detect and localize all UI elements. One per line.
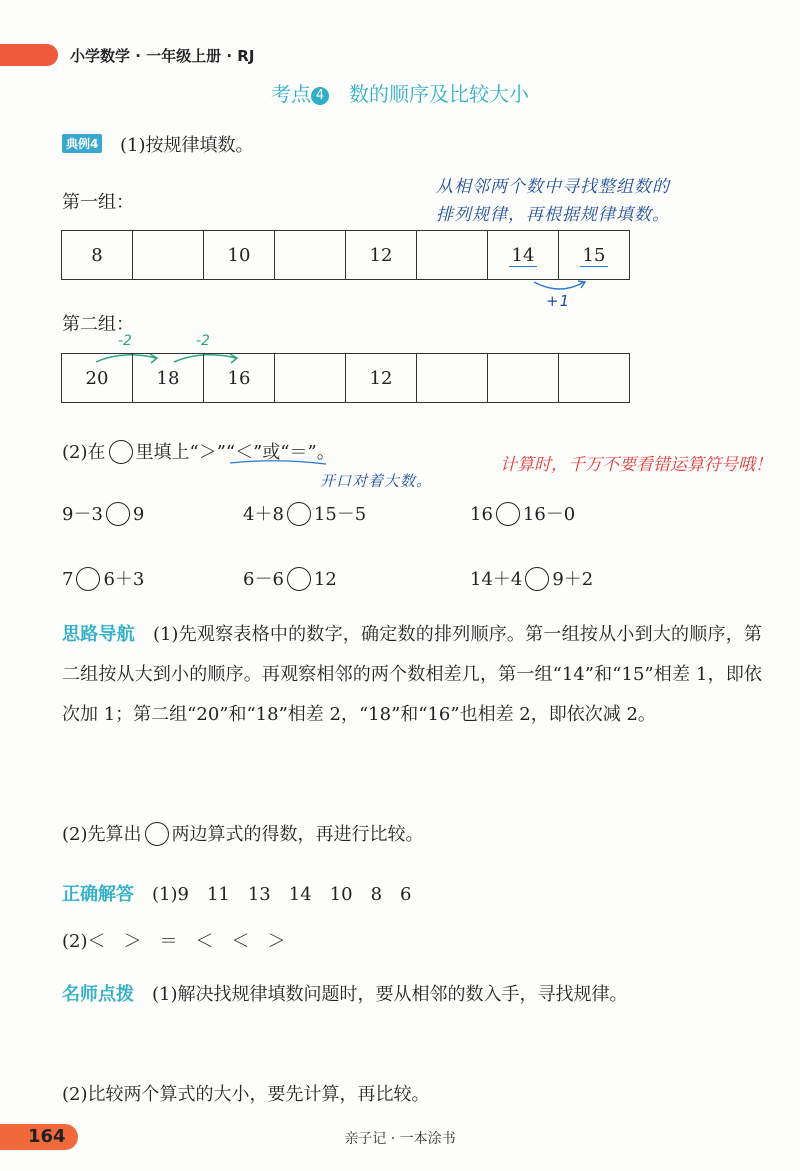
header-accent-strip [0,44,58,66]
group-1-table [61,230,630,280]
group-2-cell: 12 [346,354,417,403]
group-2-cell[interactable] [417,354,488,403]
example-tag: 典例4 [62,134,102,153]
group-1-cell: 12 [346,231,417,280]
answer-paragraph [62,875,762,915]
answer-circle[interactable] [106,502,130,526]
group-1-cell [488,231,559,280]
comparison-left: 6－6 [243,569,284,590]
tips-heading: 名师点拨 [62,984,134,1005]
comparison-left: 16 [470,504,493,525]
question-1: (1)按规律填数。 [120,135,254,156]
answer-circle[interactable] [76,567,100,591]
group-1-cell: 10 [204,231,275,280]
handwritten-note-1: 从相邻两个数中寻找整组数的 [436,177,670,197]
guide-heading: 思路导航 [62,624,135,645]
group-1-cell[interactable] [275,231,346,280]
group-2-cell[interactable] [488,354,559,403]
handwritten-note-3: 开口对着大数。 [320,472,433,490]
circle-icon [145,822,169,846]
section-number-badge: 4 [311,87,329,105]
answer-circle[interactable] [287,567,311,591]
handwritten-note-2: 排列规律，再根据规律填数。 [436,205,670,225]
tips-text-1: (1)解决找规律填数问题时，要从相邻的数入手，寻找规律。 [152,984,628,1005]
page-number: 164 [0,1124,78,1150]
group-2-cell: 18 [133,354,204,403]
group-1-cell[interactable] [417,231,488,280]
comparison-right: 6＋3 [103,569,145,590]
group-1-cell: 8 [62,231,133,280]
guide-paragraph [62,615,762,735]
comparison-right: 12 [313,569,337,590]
group-2-cell: 20 [62,354,133,403]
section-title [0,78,800,107]
underlined-number: 15 [580,245,609,267]
circle-icon [109,440,133,464]
answer-heading: 正确解答 [62,884,134,905]
comparison-right: 9＋2 [552,569,594,590]
book-title: 小学数学 · 一年级上册 · RJ [70,47,255,65]
group-2-cell[interactable] [559,354,630,403]
comparison-left: 9－3 [62,504,103,525]
answer-circle[interactable] [525,567,549,591]
group-2-table [61,353,630,403]
handwritten-red-note: 计算时，千万不要看错运算符号哦！ [500,455,772,475]
group-1-cell[interactable] [133,231,204,280]
guide-text-2-suffix: 两边算式的得数，再进行比较。 [171,824,424,845]
comparison-left: 14＋4 [470,569,523,590]
comparison-right: 15－5 [313,504,367,525]
comparison-item [470,565,593,591]
group-1-label: 第一组： [62,192,134,213]
comparison-item [470,500,575,526]
minus-two-note-a: -2 [118,333,132,349]
answer-line-1: (1)9 11 13 14 10 8 6 [152,884,412,905]
question-2-prefix: (2)在 [62,442,106,463]
answer-circle[interactable] [496,502,520,526]
minus-two-note-b: -2 [196,333,210,349]
section-title-text: 数的顺序及比较大小 [349,82,529,106]
comparison-left: 7 [62,569,74,590]
comparison-item [62,565,144,591]
guide-paragraph-2 [62,815,762,855]
comparison-item [243,565,337,591]
answer-line-2: (2)＜ ＞ ＝ ＜ ＜ ＞ [62,931,286,952]
handwritten-underline [228,458,328,468]
footer-brand: 亲子记 · 一本涂书 [344,1131,456,1147]
group-2-label: 第二组： [62,314,134,335]
plus-one-note: +1 [546,292,571,310]
tips-paragraph [62,975,762,1015]
question-2-suffix: 里填上“＞”“＜”或“＝”。 [135,442,335,463]
comparison-right: 16－0 [522,504,576,525]
guide-text: (1)先观察表格中的数字，确定数的排列顺序。第一组按从小到大的顺序，第二组按从大到小的顺序。再观察相邻的两个数相差几，第一组“14”和“15”相差 1，即依次加 1；第二组“20”和“18”相差 2，“18”和“16”也相差 2，即依次减 2。 [62,624,763,725]
group-2-cell: 16 [204,354,275,403]
tips-text-2: (2)比较两个算式的大小，要先计算，再比较。 [62,1084,430,1105]
answer-circle[interactable] [287,502,311,526]
group-2-cell[interactable] [275,354,346,403]
comparison-item [62,500,144,526]
section-prefix: 考点 [271,82,311,106]
comparison-item [243,500,366,526]
group-1-cell [559,231,630,280]
underlined-number: 14 [509,245,538,267]
comparison-right: 9 [132,504,145,525]
guide-text-2-prefix: (2)先算出 [62,824,142,845]
comparison-left: 4＋8 [243,504,284,525]
